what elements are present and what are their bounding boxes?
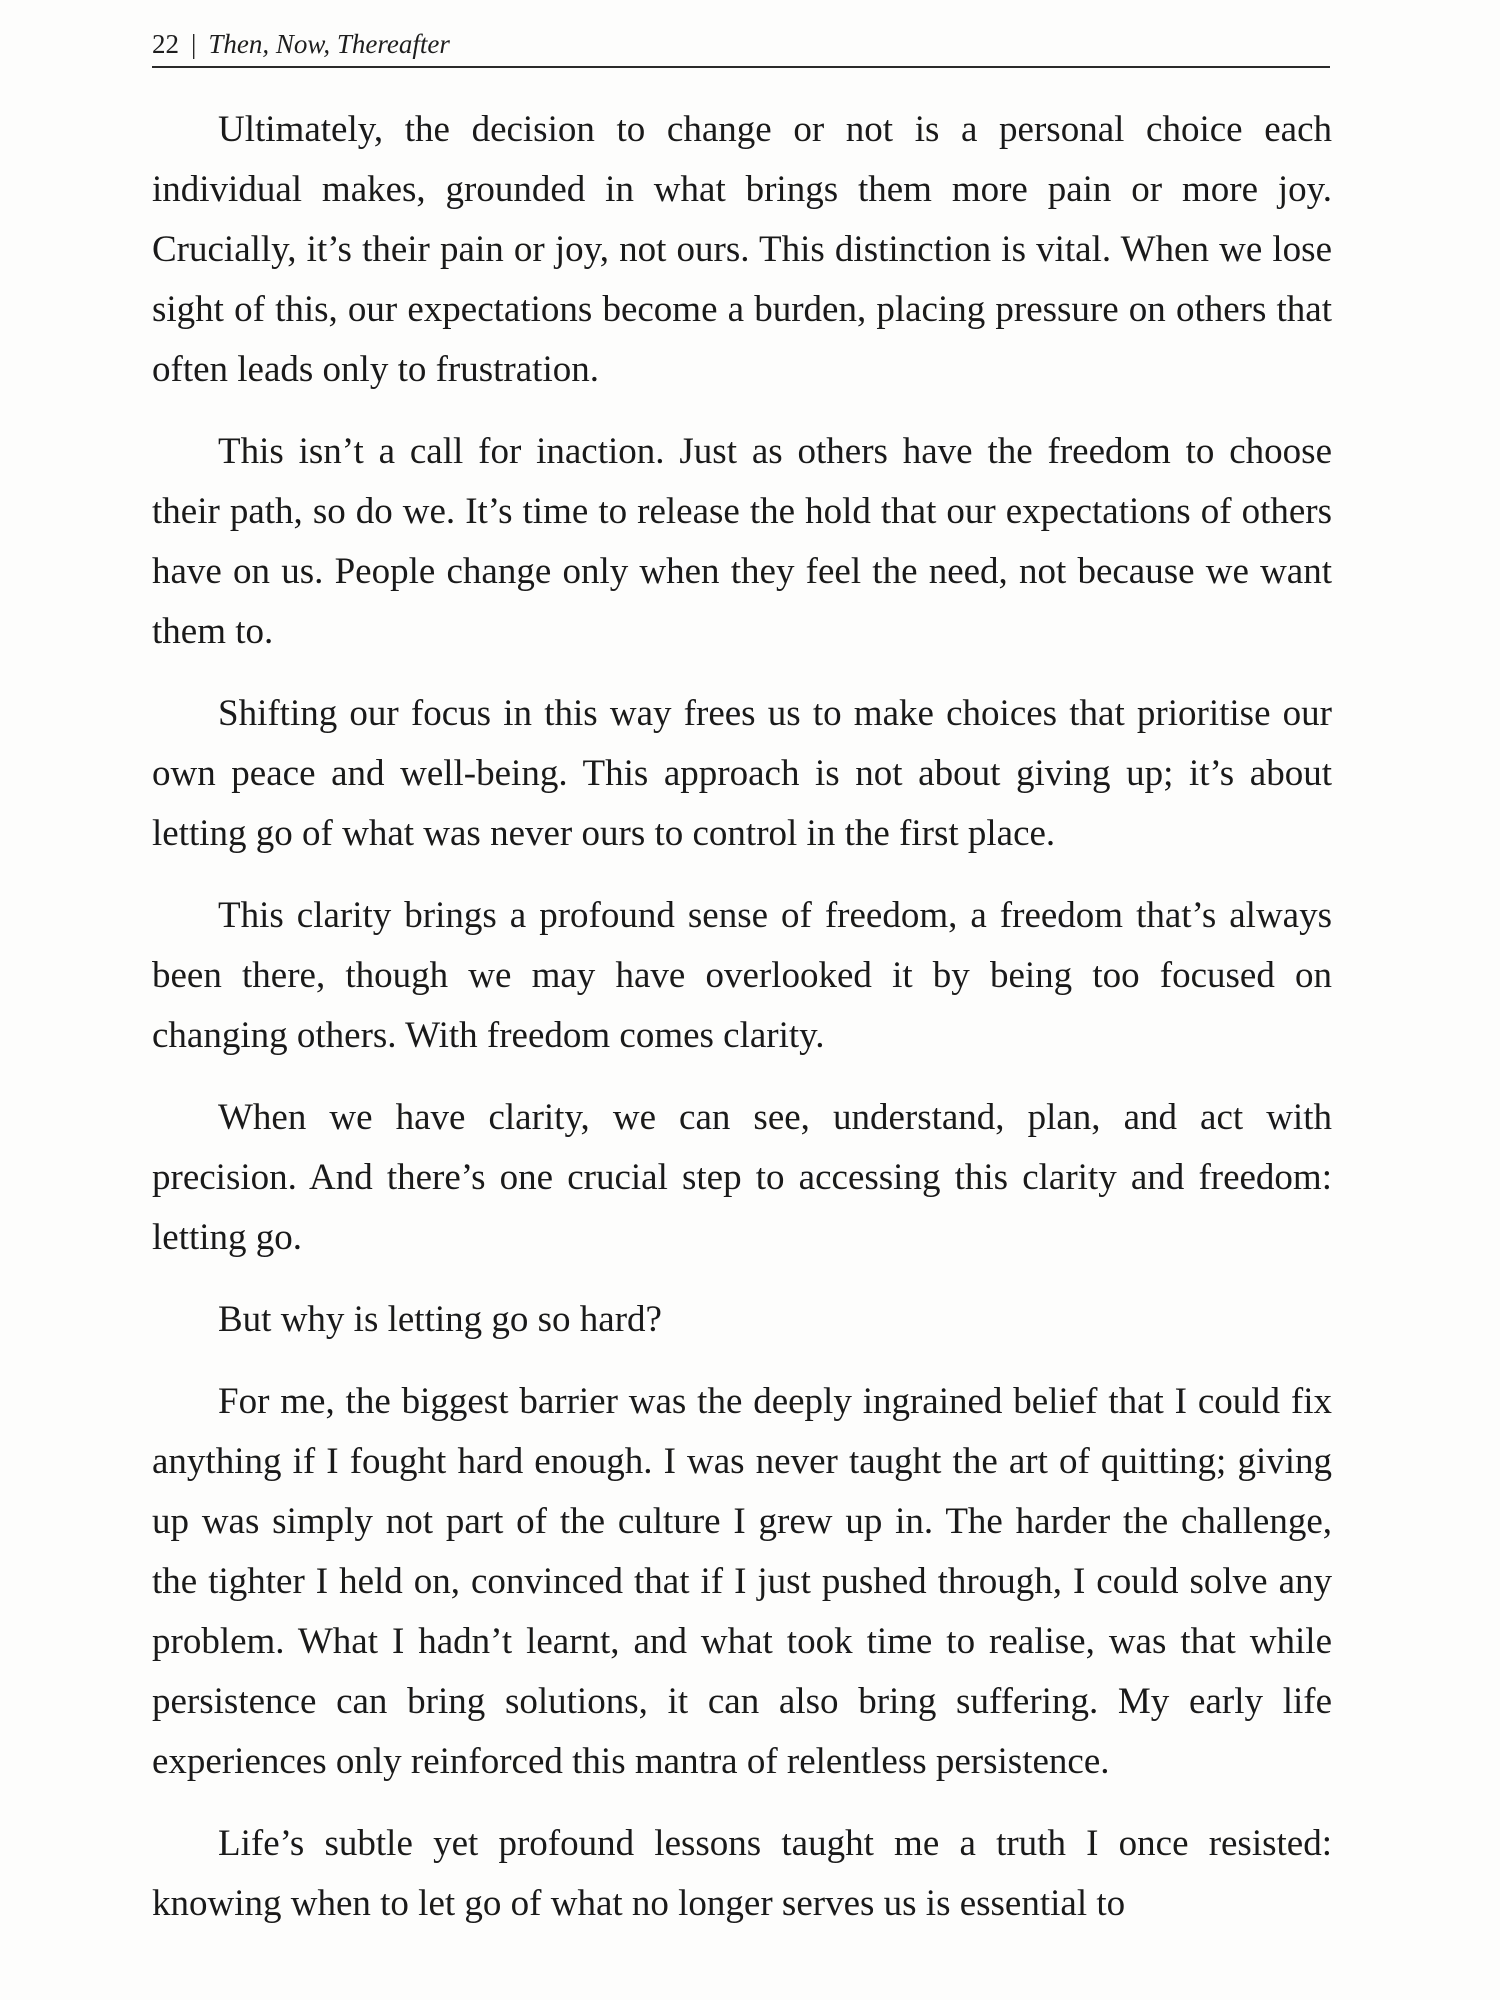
paragraph-2: This isn’t a call for inaction. Just as others have the freedom to choose their path, so do we. It’s time to release the hold that our expectations of others have on us. People change only when they feel the need, not because we want them to. xyxy=(152,431,1332,652)
header-separator: | xyxy=(191,29,197,59)
paragraph-5: When we have clarity, we can see, understand, plan, and act with precision. And there’s one crucial step to accessing this clarity and freedom: letting go. xyxy=(152,1097,1332,1258)
paragraph-3: Shifting our focus in this way frees us to make choices that prioritise our own peace and well-being. This approach is not about giving up; it’s about letting go of what was never ours to control in the first place. xyxy=(152,693,1332,854)
paragraph-1: Ultimately, the decision to change or not is a personal choice each individual makes, grounded in what brings them more pain or more joy. Crucially, it’s their pain or joy, not ours. This distinction is vital. When we lose sight of this, our expectations become a burden, placing pressure on others that often leads only to frustration. xyxy=(152,109,1332,390)
paragraph-6: But why is letting go so hard? xyxy=(218,1299,662,1340)
paragraph-8: Life’s subtle yet profound lessons taught me a truth I once resisted: knowing when to let go of what no longer serves us is essential to xyxy=(152,1823,1332,1924)
paragraph-7: For me, the biggest barrier was the deeply ingrained belief that I could fix anything if I fought hard enough. I was never taught the art of quitting; giving up was simply not part of the culture I grew up in. The harder the challenge, the tighter I held on, convinced that if I just pushed through, I could solve any problem. What I hadn’t learnt, and what took time to realise, was that while persistence can bring solutions, it can also bring suffering. My early life experiences only reinforced this mantra of relentless persistence. xyxy=(152,1381,1332,1782)
body-text xyxy=(152,100,1332,1956)
paragraph-4: This clarity brings a profound sense of freedom, a freedom that’s always been there, though we may have overlooked it by being too focused on changing others. With freedom comes clarity. xyxy=(152,895,1332,1056)
page-number: 22 xyxy=(152,29,179,59)
running-title: Then, Now, Thereafter xyxy=(208,29,450,59)
running-header xyxy=(152,22,1330,68)
